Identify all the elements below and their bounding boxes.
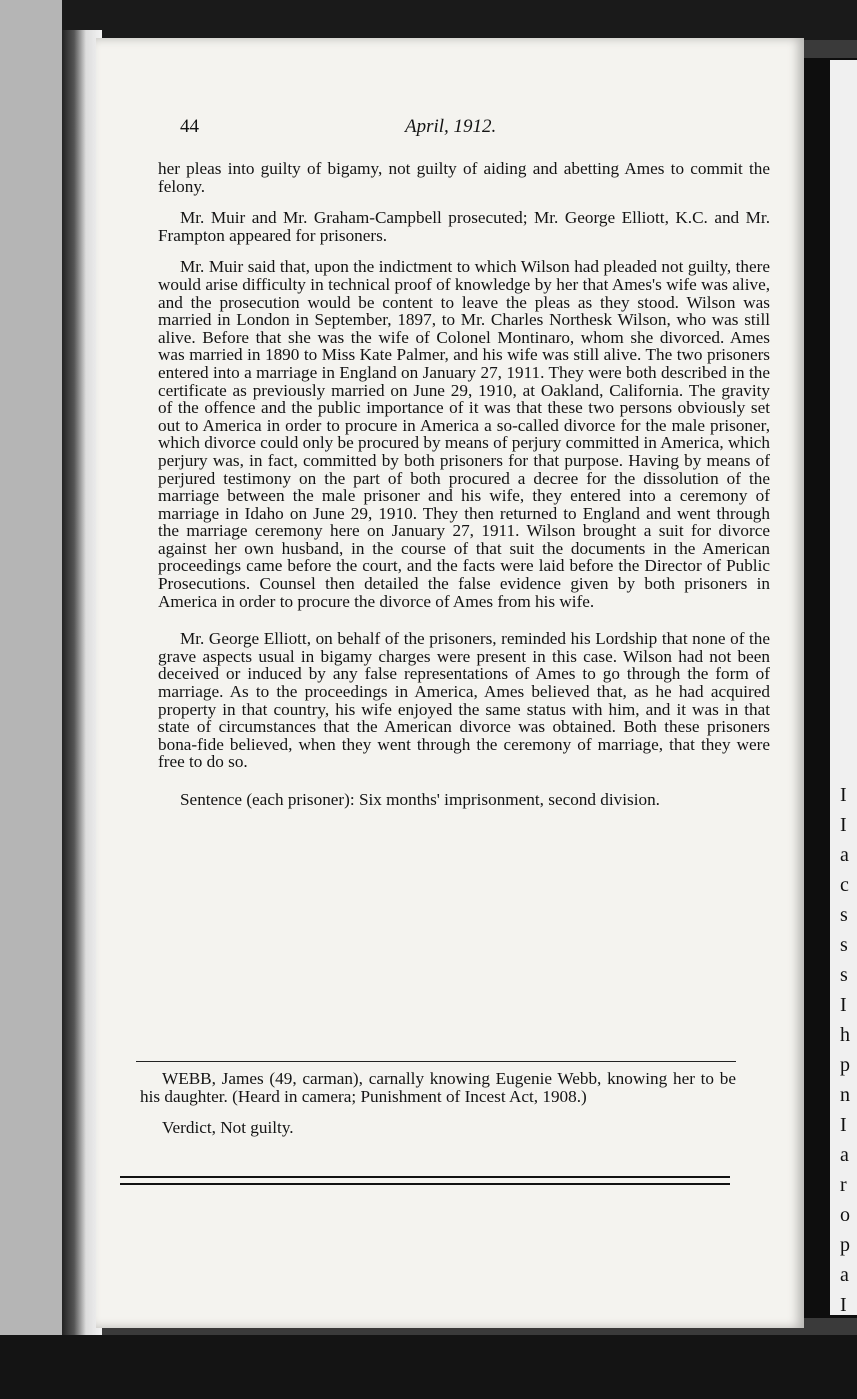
- adjacent-page-fragments: [840, 780, 857, 1316]
- body-text: [158, 160, 770, 809]
- adjacent-page-letter: s: [840, 934, 848, 956]
- adjacent-page-letter: I: [840, 814, 847, 836]
- adjacent-page-letter: r: [840, 1174, 847, 1196]
- adjacent-page-letter: s: [840, 964, 848, 986]
- running-head: April, 1912.: [405, 116, 497, 137]
- adjacent-page-letter: o: [840, 1204, 850, 1226]
- adjacent-page-letter: I: [840, 1294, 847, 1316]
- adjacent-page-letter: a: [840, 1144, 849, 1166]
- paragraph-defence-statement: Mr. George Elliott, on behalf of the prisoners, reminded his Lordship that none of the grave aspects usual in bigamy charges were present in this case. Wilson had not been deceived or induced by any false representations of Ames to go through the form of marriage. As to the proceedings in America, Ames believed that, as he had acquired property in that country, his wife enjoyed the same status with him, and it was in that state of circumstances that the American divorce was obtained. Both these prisoners bona-fide believed, when they went through the ceremony of marriage, that they were free to do so.: [158, 629, 770, 772]
- paragraph-plea-continuation: her pleas into guilty of bigamy, not guilty of aiding and abetting Ames to commit the felony.: [158, 159, 770, 196]
- end-double-rule-top: [120, 1176, 730, 1178]
- scanner-bottom-edge: [0, 1335, 857, 1399]
- adjacent-page-letter: I: [840, 1114, 847, 1136]
- end-double-rule-bottom: [120, 1183, 730, 1185]
- paragraph-prosecution-statement: Mr. Muir said that, upon the indictment to which Wilson had pleaded not guilty, there would arise difficulty in technical proof of knowledge by her that Ames's wife was alive, and the prosecution would be content to leave the pleas as they stood. Wilson was married in London in September, 1897, to Mr. Charles Northesk Wilson, who was still alive. Before that she was the wife of Colonel Montinaro, whom she divorced. Ames was married in 1890 to Miss Kate Palmer, and his wife was still alive. The two prisoners entered into a marriage in England on January 27, 1911. They were both described in the certificate as previously married on June 29, 1910, at Oakland, California. The gravity of the offence and the public importance of it was that these two persons obviously set out to America in order to procure in America a so-called divorce for the male prisoner, which divorce could only be procured by means of perjury committed in America, which perjury was, in fact, committed by both prisoners for that purpose. Having by means of perjured testimony on the part of both procured a decree for the dissolution of the marriage between the male prisoner and his wife, they entered into a ceremony of marriage in Idaho on June 29, 1910. They then returned to England and went through the marriage ceremony here on January 27, 1911. Wilson brought a suit for divorce against her own husband, in the course of that suit the documents in the American proceedings came before the court, and the facts were laid before the Director of Public Prosecutions. Counsel then detailed the false evidence given by both prisoners in America in order to procure the divorce of Ames from his wife.: [158, 257, 770, 611]
- adjacent-page-letter: I: [840, 784, 847, 806]
- paragraph-counsel: Mr. Muir and Mr. Graham-Campbell prosecuted; Mr. George Elliott, K.C. and Mr. Frampton appeared for prisoners.: [158, 208, 770, 245]
- adjacent-page-letter: c: [840, 874, 849, 896]
- adjacent-page-letter: p: [840, 1234, 850, 1256]
- case-divider-rule: [136, 1061, 736, 1062]
- case-verdict: Verdict, Not guilty.: [162, 1118, 294, 1138]
- document-page: [96, 38, 804, 1328]
- page-number: 44: [180, 116, 199, 137]
- scanner-left-edge: [0, 0, 62, 1399]
- paragraph-sentence: Sentence (each prisoner): Six months' imprisonment, second division.: [180, 790, 660, 809]
- adjacent-page-letter: n: [840, 1084, 850, 1106]
- adjacent-page-letter: a: [840, 1264, 849, 1286]
- case-heading: WEBB, James (49, carman), carnally knowing Eugenie Webb, knowing her to be his daughter. (Heard in camera; Punishment of Incest Act, 1908.): [140, 1069, 736, 1106]
- adjacent-page-letter: I: [840, 994, 847, 1016]
- page-header: [180, 116, 780, 146]
- adjacent-page-letter: p: [840, 1054, 850, 1076]
- adjacent-page-letter: a: [840, 844, 849, 866]
- adjacent-page-letter: h: [840, 1024, 850, 1046]
- scanner-top-edge: [0, 0, 857, 40]
- adjacent-page-letter: s: [840, 904, 848, 926]
- next-case-entry: [140, 1070, 736, 1137]
